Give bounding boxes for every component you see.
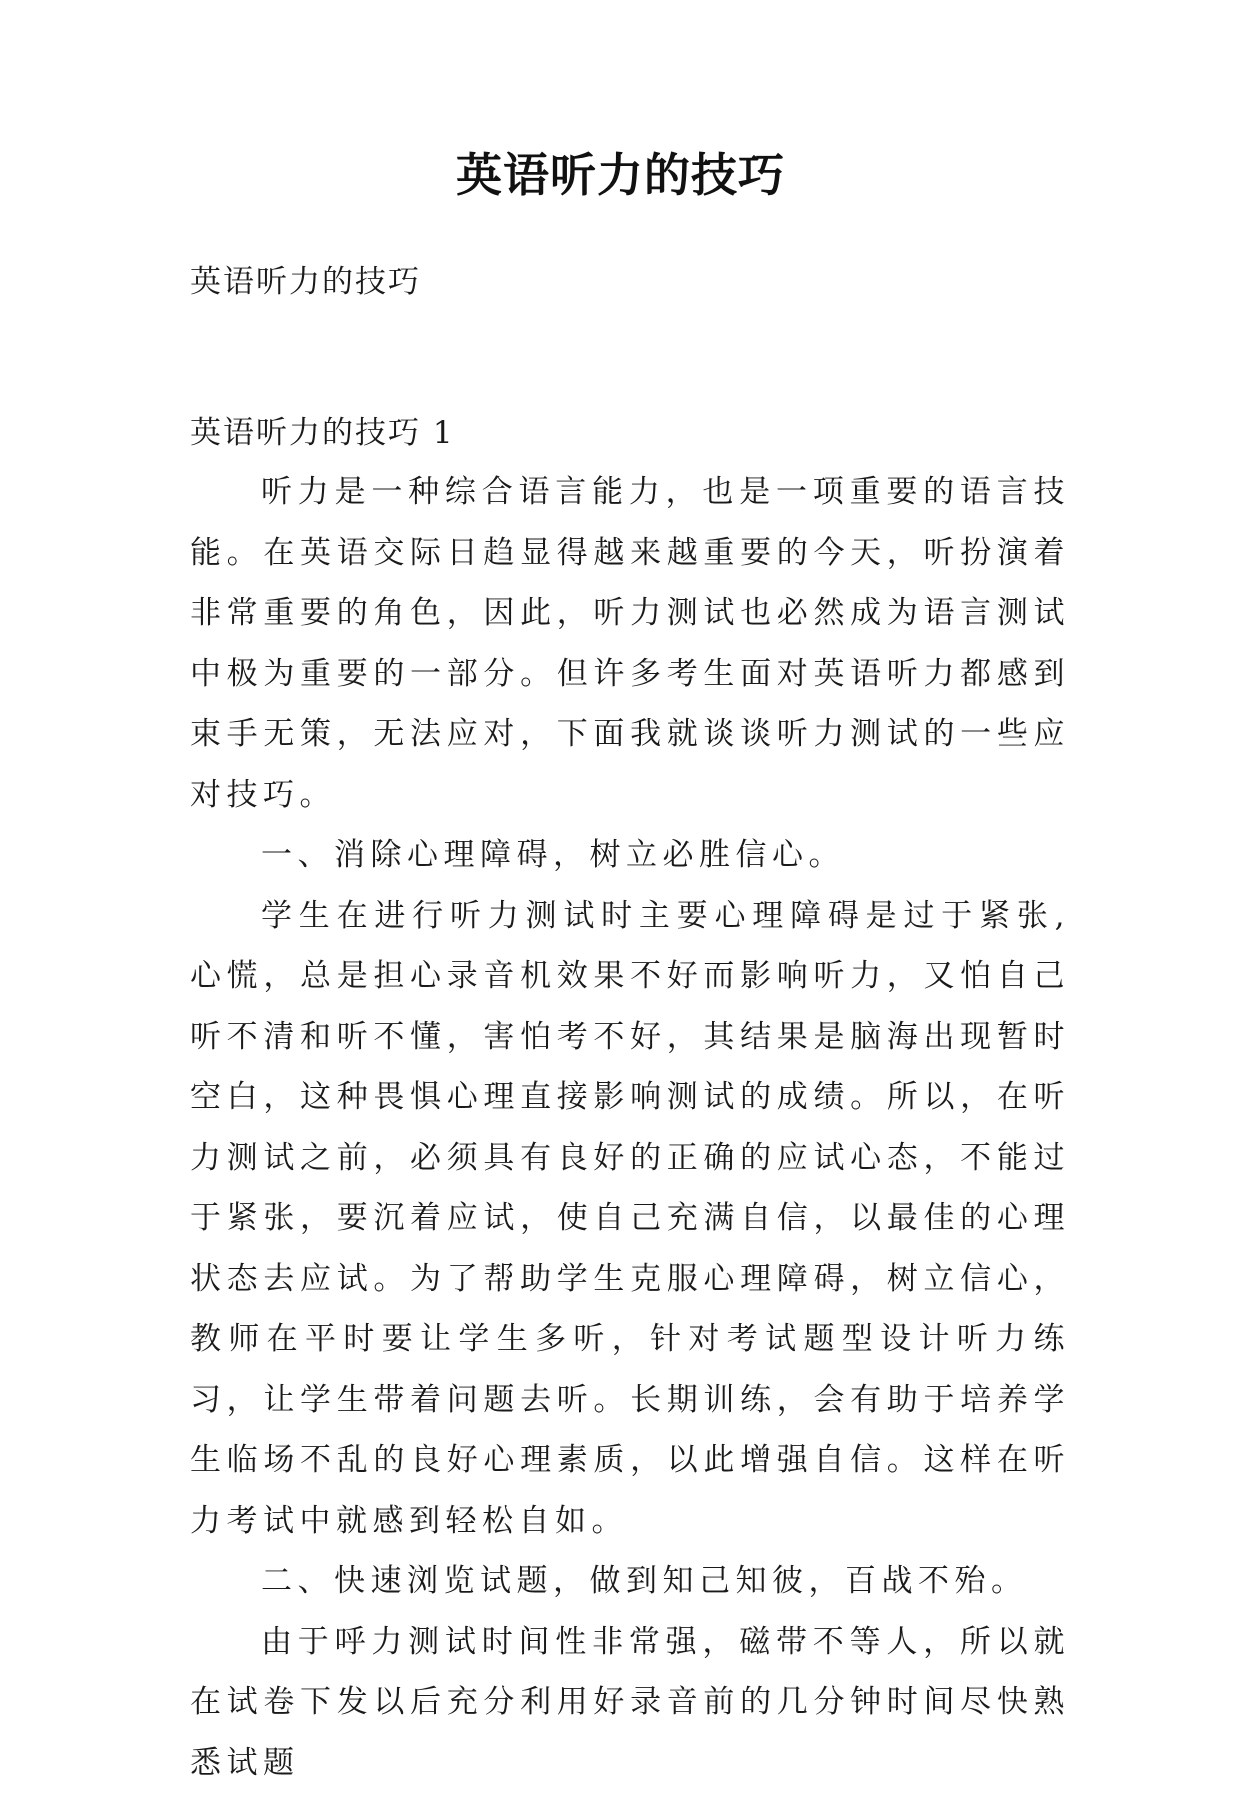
paragraph-heading-2: 二、快速浏览试题，做到知己知彼，百战不殆。: [190, 1551, 1070, 1612]
section-heading: 英语听力的技巧 1: [190, 413, 455, 453]
paragraph-psychology: 学生在进行听力测试时主要心理障碍是过于紧张,心慌，总是担心录音机效果不好而影响听力，又怕自己听不清和听不懂，害怕考不好，其结果是脑海出现暂时空白，这种畏惧心理直接影响测试的成绩。所以，在听力测试之前，必须具有良好的正确的应试心态，不能过于紧张，要沉着应试，使自己充满自信，以最佳的心理状态去应试。为了帮助学生克服心理障碍，树立信心，教师在平时要让学生多听，针对考试题型设计听力练习，让学生带着问题去听。长期训练，会有助于培养学生临场不乱的良好心理素质，以此增强自信。这样在听力考试中就感到轻松自如。: [190, 886, 1070, 1552]
paragraph-preview: 由于呼力测试时间性非常强，磁带不等人，所以就在试卷下发以后充分利用好录音前的几分钟时间尽快熟悉试题: [190, 1612, 1070, 1793]
paragraph-heading-1: 一、消除心理障碍，树立必胜信心。: [190, 825, 1070, 886]
document-title: 英语听力的技巧: [0, 148, 1241, 203]
document-body: [190, 462, 1070, 1793]
paragraph-intro: 听力是一种综合语言能力，也是一项重要的语言技能。在英语交际日趋显得越来越重要的今天，听扮演着非常重要的角色，因此，听力测试也必然成为语言测试中极为重要的一部分。但许多考生面对英语听力都感到束手无策，无法应对，下面我就谈谈听力测试的一些应对技巧。: [190, 462, 1070, 825]
document-subtitle: 英语听力的技巧: [190, 262, 421, 302]
